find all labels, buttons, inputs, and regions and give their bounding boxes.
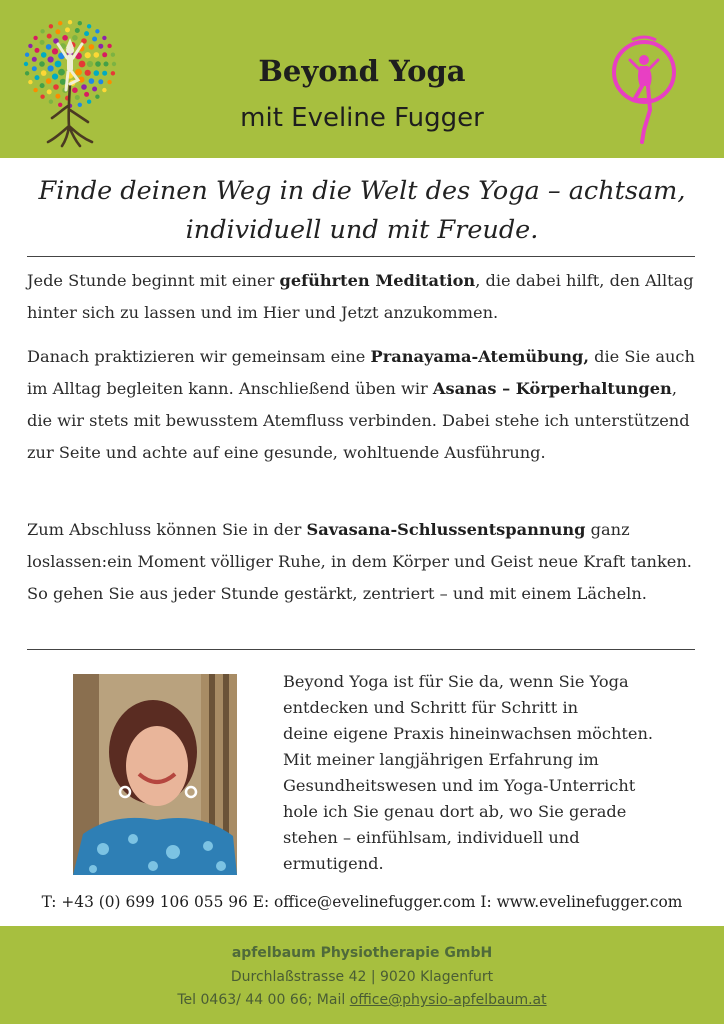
tree-dot bbox=[25, 53, 29, 57]
tree-dot bbox=[87, 61, 93, 67]
bold-text-run: Pranayama-Atemübung, bbox=[370, 347, 589, 366]
tree-dot bbox=[79, 61, 86, 68]
tree-dot bbox=[40, 95, 44, 99]
tree-dot bbox=[98, 44, 103, 49]
tree-dot bbox=[98, 79, 103, 84]
tree-dot bbox=[41, 52, 47, 58]
about-line: Beyond Yoga ist für Sie da, wenn Sie Yoga bbox=[283, 672, 629, 691]
tree-dot bbox=[58, 103, 62, 107]
tree-dot bbox=[62, 35, 68, 41]
text-run: , die dabei hilft, den Alltag hinter sich zu lassen und im Hier und Jetzt anzukommen. bbox=[27, 271, 694, 322]
tree-yogi-logo-icon bbox=[22, 14, 118, 150]
tree-dot bbox=[72, 87, 78, 93]
tree-dot bbox=[102, 36, 106, 40]
footer-company: apfelbaum Physiotherapie GmbH bbox=[231, 945, 493, 961]
text-run: Jede Stunde beginnt mit einer bbox=[27, 271, 280, 290]
tree-dot bbox=[65, 27, 70, 32]
tree-dot bbox=[33, 88, 37, 92]
footer-address: Durchlaßstrasse 42 | 9020 Klagenfurt bbox=[230, 969, 494, 985]
tree-dot bbox=[24, 62, 28, 66]
tree-dot bbox=[32, 66, 37, 71]
paragraph-meditation bbox=[27, 265, 695, 329]
tree-dot bbox=[95, 95, 99, 99]
tree-dot bbox=[52, 48, 58, 54]
headline-line-1: Finde deinen Weg in die Welt des Yoga – achtsam, bbox=[38, 176, 686, 206]
tree-dot bbox=[111, 53, 115, 57]
tree-dot bbox=[47, 34, 52, 39]
text-run: die Sie auch im Alltag begleiten kann. Anschließend üben wir bbox=[27, 347, 695, 398]
tree-dot bbox=[92, 37, 97, 42]
about-line: hole ich Sie genau dort ab, wo Sie gerade bbox=[283, 802, 627, 821]
tree-dot bbox=[85, 70, 91, 76]
tree-dot bbox=[46, 44, 52, 50]
tree-dot bbox=[112, 62, 116, 66]
tree-dot bbox=[85, 52, 91, 58]
headline-line-2: individuell und mit Freude. bbox=[185, 215, 539, 245]
tree-dot bbox=[89, 78, 95, 84]
tree-dot bbox=[48, 65, 54, 71]
bold-text-run: Asanas – Körperhaltungen bbox=[432, 379, 672, 398]
tree-dot bbox=[53, 84, 59, 90]
tree-dot bbox=[102, 71, 107, 76]
tree-dot bbox=[75, 95, 80, 100]
tree-dot bbox=[48, 56, 54, 62]
text-run: , die wir stets mit bewusstem Atemfluss verbinden. Dabei stehe ich unterstützend zur Seite und achte auf eine gesunde, wohltuende Ausführung. bbox=[27, 379, 690, 462]
tree-dot bbox=[84, 31, 89, 36]
about-line: deine eigene Praxis hineinwachsen möchten. bbox=[283, 724, 654, 743]
about-line: Gesundheitswesen und im Yoga-Unterricht bbox=[283, 776, 636, 795]
tree-dot bbox=[49, 24, 53, 28]
tree-dot bbox=[32, 57, 37, 62]
bold-text-run: geführten Meditation bbox=[279, 271, 476, 290]
tree-dot bbox=[60, 79, 66, 85]
about-text bbox=[283, 669, 693, 877]
paragraph-pranayama bbox=[27, 341, 695, 469]
tree-dot bbox=[89, 44, 95, 50]
about-line: stehen – einfühlsam, individuell und bbox=[283, 828, 580, 847]
tree-dot bbox=[47, 89, 52, 94]
about-line: entdecken und Schritt für Schritt in bbox=[283, 698, 579, 717]
tree-dot bbox=[94, 70, 100, 76]
about-line: ermutigend. bbox=[283, 854, 384, 873]
tree-dot bbox=[58, 21, 62, 25]
tree-dot bbox=[40, 29, 44, 33]
divider bbox=[27, 256, 695, 257]
tree-dot bbox=[107, 44, 111, 48]
tree-dot bbox=[68, 20, 72, 24]
tree-dot bbox=[39, 61, 45, 67]
paragraph-savasana bbox=[27, 514, 695, 610]
tree-dot bbox=[81, 84, 87, 90]
divider bbox=[27, 649, 695, 650]
bold-text-run: Savasana-Schlussentspannung bbox=[306, 520, 586, 539]
tree-dot bbox=[102, 88, 106, 92]
tree-dot bbox=[28, 80, 32, 84]
yoga-pose-moon-logo-icon bbox=[604, 30, 684, 146]
brand-subtitle: mit Eveline Fugger bbox=[240, 103, 484, 133]
footer-mail-link[interactable]: office@physio-apfelbaum.at bbox=[349, 992, 547, 1008]
tree-dot bbox=[95, 29, 99, 33]
tree-dot bbox=[46, 78, 52, 84]
tree-dot bbox=[72, 35, 78, 41]
tree-dot bbox=[28, 44, 32, 48]
tree-dot bbox=[92, 87, 97, 92]
contact-line: T: +43 (0) 699 106 055 96 E: office@evelinefugger.com I: www.evelinefugger.com bbox=[41, 893, 683, 911]
tree-dot bbox=[78, 21, 82, 25]
text-run: ganz loslassen:ein Moment völliger Ruhe, in dem Körper und Geist neue Kraft tanken. So gehen Sie aus jeder Stunde gestärkt, zentriert – und mit einem Lächeln. bbox=[27, 520, 692, 603]
tree-dot bbox=[75, 28, 80, 33]
tree-dot bbox=[111, 71, 115, 75]
tree-dot bbox=[58, 69, 65, 76]
tree-dot bbox=[107, 80, 111, 84]
tree-dot bbox=[40, 83, 45, 88]
tree-dot bbox=[49, 100, 53, 104]
tree-dot bbox=[104, 62, 109, 67]
portrait-photo-icon bbox=[73, 674, 237, 875]
tree-dot bbox=[55, 29, 60, 34]
tree-dot bbox=[102, 52, 107, 57]
tree-dot bbox=[78, 103, 82, 107]
tree-dot bbox=[55, 61, 62, 68]
tree-dot bbox=[87, 24, 91, 28]
tree-dot bbox=[41, 70, 47, 76]
tree-dot bbox=[84, 92, 89, 97]
tree-dot bbox=[87, 100, 91, 104]
tree-dot bbox=[33, 36, 37, 40]
tree-dot bbox=[55, 94, 60, 99]
tree-dot bbox=[95, 61, 101, 67]
tree-dot bbox=[35, 48, 40, 53]
tree-dot bbox=[94, 52, 100, 58]
tree-dot bbox=[25, 71, 29, 75]
about-line: Mit meiner langjährigen Erfahrung im bbox=[283, 750, 599, 769]
tree-dot bbox=[40, 40, 45, 45]
brand-title: Beyond Yoga bbox=[258, 54, 466, 88]
tree-dot bbox=[75, 69, 82, 76]
text-run: Zum Abschluss können Sie in der bbox=[27, 520, 307, 539]
tree-dot bbox=[52, 74, 58, 80]
footer-phone: Tel 0463/ 44 00 66; Mail bbox=[177, 992, 350, 1008]
text-run: Danach praktizieren wir gemeinsam eine bbox=[27, 347, 371, 366]
tree-dot bbox=[35, 75, 40, 80]
headline bbox=[30, 172, 694, 250]
footer-contact bbox=[0, 992, 724, 1008]
